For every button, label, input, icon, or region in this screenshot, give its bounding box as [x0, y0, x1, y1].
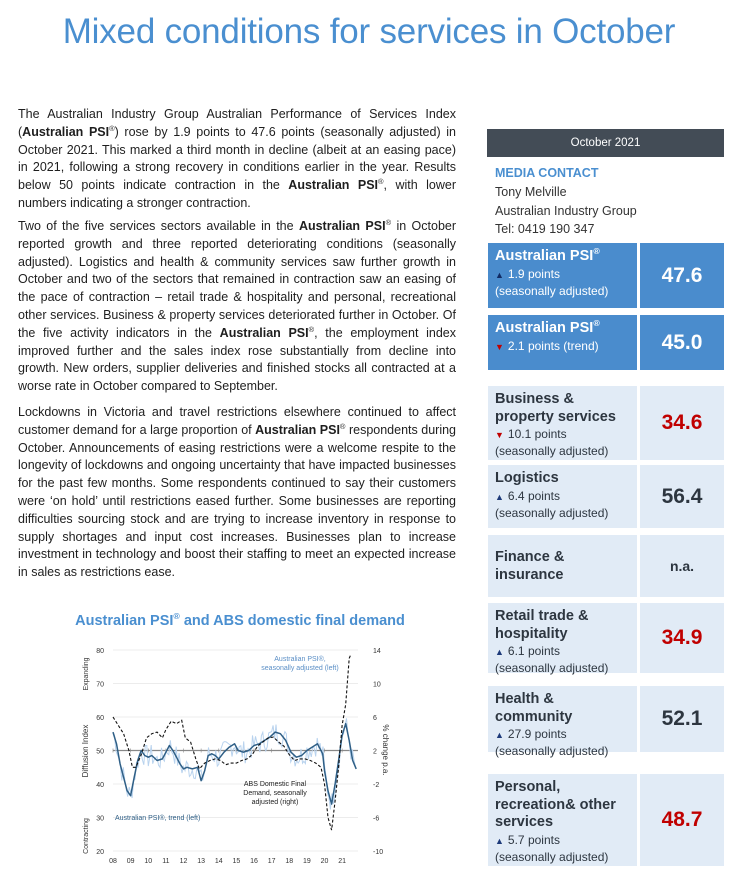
contact-name: Tony Melville: [495, 184, 567, 199]
brand-name: Australian PSI: [219, 325, 309, 340]
index-box-title-text: Business & property services: [495, 391, 616, 425]
index-box: [488, 315, 724, 370]
triangle-up-icon: ▲: [495, 647, 504, 657]
registered-mark: ®: [593, 318, 600, 329]
chart-title-rest: and ABS domestic final demand: [179, 613, 405, 629]
x-tick: 20: [320, 858, 329, 865]
y-tick-right: -10: [373, 849, 384, 856]
x-tick: 08: [109, 858, 117, 865]
annotation-psi-trend: Australian PSI®, trend (left): [115, 815, 201, 822]
index-box: [488, 774, 724, 866]
index-box: [488, 686, 724, 758]
paragraph-text: , with lower numbers indicating a stronger contraction.: [18, 178, 456, 210]
index-box-label: [488, 535, 637, 597]
index-box-change: [495, 426, 631, 443]
paragraph-text: , the employment index improved further and the sales index rose substantially from decline into growth. New orders, supplier deliveries and finished stocks all contracted at a worse rate in October compared to September.: [18, 325, 456, 394]
index-box-note: (seasonally adjusted): [495, 661, 609, 675]
brand-name: Australian PSI: [22, 124, 110, 139]
index-box-label: [488, 686, 637, 758]
y-tick-left: 50: [96, 748, 104, 756]
index-box-value: 52.1: [640, 686, 724, 752]
brand-name: Australian PSI: [298, 219, 386, 233]
sectors-paragraph: [18, 218, 456, 396]
contact-phone[interactable]: Tel: 0419 190 347: [495, 222, 595, 237]
contact-organisation: Australian Industry Group: [495, 203, 637, 218]
index-box-change-text: 6.4 points: [507, 488, 560, 503]
index-box-change: [495, 726, 631, 743]
registered-mark: ®: [378, 177, 384, 187]
index-box-value: 47.6: [640, 243, 724, 308]
index-box-note: (seasonally adjusted): [495, 744, 609, 758]
chart-title: [40, 613, 440, 629]
triangle-up-icon: ▲: [495, 269, 504, 280]
chart-title-sup: ®: [173, 611, 180, 622]
x-tick: 10: [144, 858, 153, 865]
annotation-abs-2: Demand, seasonally: [243, 790, 307, 797]
y-label-right: % change p.a.: [381, 724, 390, 776]
y-tick-right: 2: [373, 748, 377, 756]
index-box-title-text: Logistics: [495, 470, 559, 486]
index-box-note: (seasonally adjusted): [495, 849, 609, 864]
y-tick-right: -2: [373, 782, 380, 789]
index-box-title-text: Personal, recreation& other services: [495, 779, 616, 830]
index-box-title-text: Australian PSI: [495, 248, 594, 264]
abs-demand-line: [113, 654, 351, 830]
index-box-label: [488, 774, 637, 866]
psi-abs-chart: [60, 640, 400, 872]
media-contact: [495, 164, 725, 239]
paragraph-text: ) rose by 1.9 points to 47.6 points (seasonally adjusted) in October 2021. This marked a third month in decline (albeit at an easing pace) in 2021, following a strong recovery in conditions earlier in the year. Results below 50 points indicate contraction in the: [18, 124, 456, 193]
index-box-title: [495, 779, 631, 832]
index-box-value: 48.7: [640, 774, 724, 866]
index-box-title: [495, 608, 631, 643]
psi-seasonally-adjusted-line: [113, 718, 355, 809]
index-box-title: [495, 320, 631, 338]
x-tick: 21: [338, 858, 347, 865]
x-tick: 11: [162, 858, 170, 865]
registered-mark: ®: [339, 421, 346, 431]
date-banner: October 2021: [487, 129, 724, 157]
y-tick-left: 60: [96, 715, 104, 722]
index-box-change-text: 6.1 points: [507, 644, 560, 658]
y-tick-left: 30: [96, 815, 104, 823]
annotation-abs-1: ABS Domestic Final: [243, 781, 307, 788]
x-tick: 13: [197, 858, 206, 865]
index-box-change: [495, 643, 631, 660]
brand-name: Australian PSI: [255, 422, 340, 437]
registered-mark: ®: [593, 246, 600, 257]
index-box-title-text: Retail trade & hospitality: [495, 608, 589, 642]
brand-name: Australian PSI: [288, 178, 379, 193]
index-box-change: [495, 338, 631, 355]
psi-trend-line: [113, 724, 356, 804]
index-box-change-text: 1.9 points: [507, 266, 560, 281]
x-tick: 17: [267, 858, 276, 865]
index-box-label: [488, 243, 637, 308]
y-tick-right: -6: [373, 815, 380, 823]
y-label-expanding: Expanding: [83, 657, 90, 691]
y-tick-left: 40: [96, 782, 104, 789]
index-box-title-text: Australian PSI: [495, 320, 594, 336]
index-box-change-text: 10.1 points: [507, 427, 567, 441]
index-box: [488, 535, 724, 597]
x-tick: 19: [302, 858, 311, 865]
triangle-up-icon: ▲: [495, 730, 504, 740]
intro-paragraph: [18, 106, 456, 213]
index-box-change: [495, 488, 631, 505]
psi-seasonally-adjusted-series: [113, 718, 355, 809]
registered-mark: ®: [308, 324, 315, 334]
paragraph-text: Two of the five services sectors available in the: [18, 219, 299, 233]
index-box: [488, 465, 724, 528]
annotation-psi-sa-1: Australian PSI®,: [274, 656, 326, 663]
y-label-left: Diffusion Index: [81, 724, 90, 778]
paragraph-text: Lockdowns in Victoria and travel restrictions elsewhere continued to affect customer demand for a large proportion of: [18, 405, 456, 437]
index-box-title: [495, 549, 631, 584]
index-box-note: (seasonally adjusted): [495, 505, 609, 520]
page-title: Mixed conditions for services in October: [62, 12, 676, 51]
index-box: [488, 386, 724, 460]
paragraph-text: respondents during October. Announcements of easing restrictions were a welcome respite to the longevity of lockdowns and ongoing uncertainty that have impacted businesses for the past few months. Some respondents continued to say their customers were ‘on hold’ until restrictions eased further. Some businesses are reporting difficulties sourcing stock and are trying to increase inventory in response to supply shortages and input cost increases. Businesses plan to increase investment in technology and boost their staffing to meet an expected increase in sales as restrictions ease.: [18, 422, 457, 580]
index-box-title-text: Health & community: [495, 691, 573, 725]
registered-mark: ®: [385, 217, 392, 227]
media-contact-heading: MEDIA CONTACT: [495, 166, 599, 180]
index-box-value: n.a.: [640, 535, 724, 597]
paragraph-text: The Australian Industry Group Australian Performance of Services Index (: [18, 107, 456, 139]
index-box-label: [488, 603, 637, 673]
x-tick: 09: [126, 858, 135, 865]
x-tick: 15: [232, 858, 241, 865]
index-box-label: [488, 386, 637, 460]
annotation-abs-3: adjusted (right): [251, 799, 299, 806]
index-box-value: 34.6: [640, 386, 724, 460]
index-box: [488, 243, 724, 308]
y-tick-left: 80: [96, 648, 104, 655]
index-box-change-text: 2.1 points (trend): [507, 338, 599, 353]
index-box-title: [495, 391, 631, 426]
index-box-change: [495, 832, 631, 849]
x-tick: 16: [250, 858, 258, 865]
index-box: [488, 603, 724, 673]
index-box-change-text: 27.9 points: [507, 727, 567, 741]
index-box-label: [488, 465, 637, 528]
chart-title-text: Australian PSI: [75, 613, 174, 629]
triangle-down-icon: ▼: [495, 430, 504, 440]
index-box-title: [495, 691, 631, 726]
index-box-note: (seasonally adjusted): [495, 444, 609, 458]
index-box-value: 34.9: [640, 603, 724, 673]
annotation-psi-sa-2: seasonally adjusted (left): [261, 665, 339, 672]
triangle-up-icon: ▲: [495, 491, 504, 502]
index-box-value: 56.4: [640, 465, 724, 528]
y-tick-right: 14: [373, 648, 381, 655]
x-tick: 18: [285, 858, 294, 865]
index-box-change: [495, 266, 631, 283]
index-box-title: [495, 470, 631, 488]
paragraph-text: in October reported growth and three reported deteriorating conditions (seasonally adjusted). Logistics and health & community services saw further growth in October and two of the sectors that remained in contraction saw an easing of the pace of contraction – retail trade & hospitality and personal, recreational other services. Business & property services deteriorated further in October. Of the five activity indicators in the: [18, 219, 457, 340]
registered-mark: ®: [109, 123, 115, 133]
y-label-contracting: Contracting: [83, 818, 90, 854]
chart-series: [113, 654, 356, 830]
y-tick-right: 6: [373, 715, 377, 722]
y-tick-left: 70: [96, 681, 104, 689]
triangle-up-icon: ▲: [495, 835, 504, 846]
x-tick: 14: [214, 858, 223, 865]
index-box-label: [488, 315, 637, 370]
triangle-down-icon: ▼: [495, 341, 504, 352]
y-tick-left: 20: [96, 849, 104, 856]
index-box-title: [495, 248, 631, 266]
index-box-title-text: Finance & insurance: [495, 549, 565, 583]
index-box-value: 45.0: [640, 315, 724, 370]
index-box-change-text: 5.7 points: [507, 832, 560, 847]
y-tick-right: 10: [373, 681, 381, 689]
x-tick: 12: [179, 858, 188, 865]
index-box-note: (seasonally adjusted): [495, 283, 609, 298]
conditions-paragraph: [18, 404, 456, 582]
